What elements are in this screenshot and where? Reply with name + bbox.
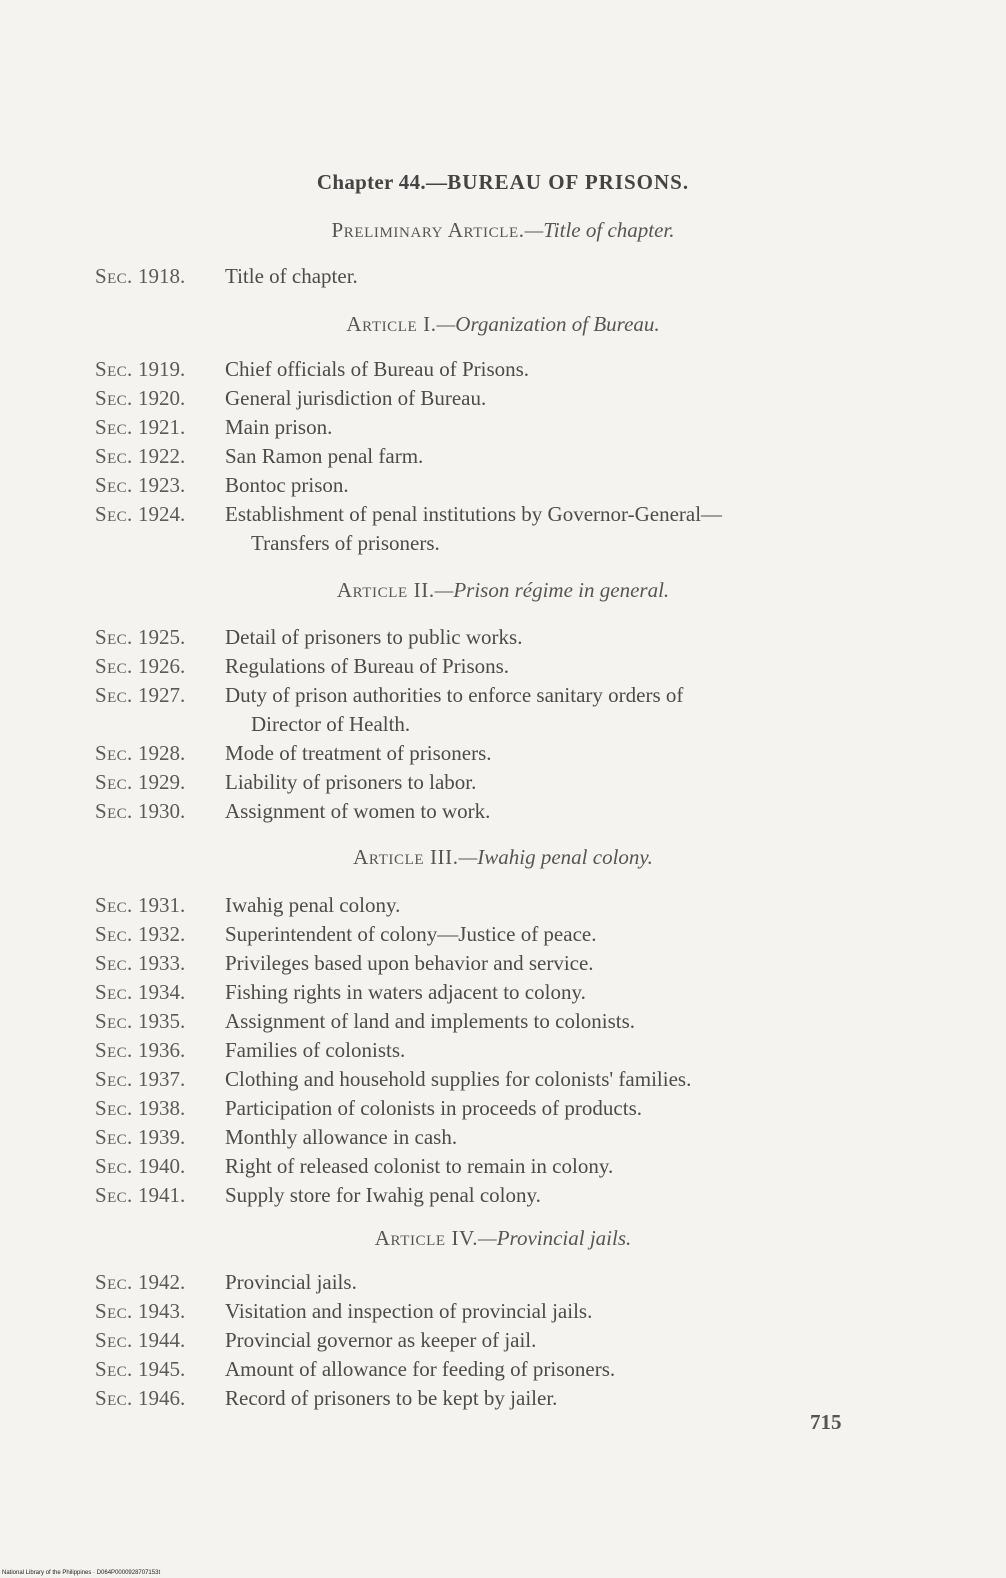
sec-label: Sec.: [95, 473, 133, 497]
section-entry: [95, 355, 935, 384]
article-kind: Article I.: [346, 312, 437, 336]
article-subject: —Title of chapter.: [524, 218, 675, 242]
sec-label: Sec.: [95, 1154, 133, 1178]
sec-label: Sec.: [95, 922, 133, 946]
sec-label: Sec.: [95, 264, 133, 288]
section-title-continuation: Transfers of prisoners.: [251, 531, 440, 555]
page-number: 715: [810, 1410, 842, 1434]
section-number: 1940.: [137, 1154, 186, 1178]
section-entry: [95, 262, 935, 291]
section-entry: [95, 949, 935, 978]
chapter-prefix: Chapter 44.—: [316, 170, 448, 194]
section-title: Record of prisoners to be kept by jailer.: [225, 1386, 558, 1410]
footer-credit: National Library of the Philippines · D064P0000928707153t: [2, 1570, 161, 1576]
section-number: 1921.: [137, 415, 186, 439]
section-number: 1928.: [137, 741, 186, 765]
sec-label: Sec.: [95, 770, 133, 794]
section-entry: [95, 891, 935, 920]
section-number: 1938.: [137, 1096, 186, 1120]
section-title: Iwahig penal colony.: [225, 893, 401, 917]
section-list-article-1: [95, 355, 935, 558]
section-number: 1924.: [137, 502, 186, 526]
section-title: Mode of treatment of prisoners.: [225, 741, 492, 765]
section-title: Visitation and inspection of provincial jails.: [225, 1299, 593, 1323]
section-number: 1934.: [137, 980, 186, 1004]
sec-label: Sec.: [95, 502, 133, 526]
article-heading-2: [0, 578, 1006, 603]
sec-label: Sec.: [95, 1299, 133, 1323]
chapter-name: BUREAU OF PRISONS.: [447, 170, 690, 194]
section-list-article-2: [95, 623, 935, 826]
section-title-text: Duty of prison authorities to enforce sanitary orders of: [225, 683, 684, 707]
section-number: 1942.: [137, 1270, 186, 1294]
article-kind: Preliminary Article.: [331, 218, 525, 242]
section-number: 1918.: [137, 264, 186, 288]
section-title: Right of released colonist to remain in colony.: [225, 1154, 614, 1178]
section-number: 1923.: [137, 473, 186, 497]
section-number: 1926.: [137, 654, 186, 678]
section-entry: [95, 1268, 935, 1297]
section-title: Regulations of Bureau of Prisons.: [225, 654, 510, 678]
section-number: 1936.: [137, 1038, 186, 1062]
section-title: Supply store for Iwahig penal colony.: [225, 1183, 541, 1207]
section-number: 1933.: [137, 951, 186, 975]
section-number: 1919.: [137, 357, 186, 381]
sec-label: Sec.: [95, 683, 133, 707]
sec-label: Sec.: [95, 1038, 133, 1062]
article-kind: Article II.: [336, 578, 435, 602]
section-title: Superintendent of colony—Justice of peace.: [225, 922, 597, 946]
section-title: Assignment of land and implements to colonists.: [225, 1009, 636, 1033]
section-title: San Ramon penal farm.: [225, 444, 424, 468]
section-title: Provincial governor as keeper of jail.: [225, 1328, 537, 1352]
section-entry: [95, 1123, 935, 1152]
sec-label: Sec.: [95, 1009, 133, 1033]
section-title: [225, 681, 935, 739]
sec-label: Sec.: [95, 1183, 133, 1207]
section-entry: [95, 413, 935, 442]
section-number: 1945.: [137, 1357, 186, 1381]
section-number: 1920.: [137, 386, 186, 410]
section-number: 1922.: [137, 444, 186, 468]
sec-label: Sec.: [95, 741, 133, 765]
section-entry: [95, 1152, 935, 1181]
section-number: 1941.: [137, 1183, 186, 1207]
section-entry: [95, 739, 935, 768]
section-title: Detail of prisoners to public works.: [225, 625, 523, 649]
article-kind: Article IV.: [374, 1226, 479, 1250]
sec-label: Sec.: [95, 1096, 133, 1120]
section-entry: [95, 1007, 935, 1036]
section-title-text: Establishment of penal institutions by Governor-General—: [225, 502, 723, 526]
section-entry: [95, 623, 935, 652]
section-number: 1939.: [137, 1125, 186, 1149]
sec-label: Sec.: [95, 444, 133, 468]
article-heading-3: [0, 845, 1006, 870]
section-entry: [95, 1065, 935, 1094]
section-title: Fishing rights in waters adjacent to colony.: [225, 980, 586, 1004]
section-number: 1944.: [137, 1328, 186, 1352]
section-list-preliminary: [95, 262, 935, 291]
section-title: Monthly allowance in cash.: [225, 1125, 458, 1149]
sec-label: Sec.: [95, 386, 133, 410]
section-number: 1925.: [137, 625, 186, 649]
section-title: Privileges based upon behavior and service.: [225, 951, 594, 975]
sec-label: Sec.: [95, 1270, 133, 1294]
section-title: Clothing and household supplies for colonists' families.: [225, 1067, 692, 1091]
sec-label: Sec.: [95, 799, 133, 823]
section-title: Families of colonists.: [225, 1038, 406, 1062]
section-entry: [95, 384, 935, 413]
sec-label: Sec.: [95, 951, 133, 975]
article-heading-preliminary: [0, 218, 1006, 243]
article-kind: Article III.: [353, 845, 459, 869]
section-list-article-3: [95, 891, 935, 1210]
section-title: Bontoc prison.: [225, 473, 349, 497]
section-number: 1927.: [137, 683, 186, 707]
section-title: Amount of allowance for feeding of prisoners.: [225, 1357, 616, 1381]
section-entry: [95, 471, 935, 500]
section-number: 1932.: [137, 922, 186, 946]
section-title: Assignment of women to work.: [225, 799, 491, 823]
section-entry: [95, 1384, 935, 1413]
section-number: 1946.: [137, 1386, 186, 1410]
section-number: 1930.: [137, 799, 186, 823]
section-entry: [95, 1094, 935, 1123]
sec-label: Sec.: [95, 1386, 133, 1410]
section-entry: [95, 1181, 935, 1210]
section-title: Liability of prisoners to labor.: [225, 770, 477, 794]
section-title: Main prison.: [225, 415, 333, 439]
section-entry: [95, 500, 935, 558]
sec-label: Sec.: [95, 357, 133, 381]
sec-label: Sec.: [95, 1125, 133, 1149]
sec-label: Sec.: [95, 1328, 133, 1352]
article-subject: —Organization of Bureau.: [436, 312, 660, 336]
article-subject: —Iwahig penal colony.: [458, 845, 653, 869]
article-heading-4: [0, 1226, 1006, 1251]
section-title: Participation of colonists in proceeds of products.: [225, 1096, 642, 1120]
section-entry: [95, 1355, 935, 1384]
sec-label: Sec.: [95, 1357, 133, 1381]
section-number: 1943.: [137, 1299, 186, 1323]
section-entry: [95, 978, 935, 1007]
sec-label: Sec.: [95, 1067, 133, 1091]
section-entry: [95, 1297, 935, 1326]
section-entry: [95, 1036, 935, 1065]
section-title-continuation: Director of Health.: [251, 712, 411, 736]
section-entry: [95, 768, 935, 797]
article-subject: —Prison régime in general.: [434, 578, 670, 602]
sec-label: Sec.: [95, 654, 133, 678]
section-number: 1935.: [137, 1009, 186, 1033]
section-entry: [95, 797, 935, 826]
section-number: 1929.: [137, 770, 186, 794]
section-number: 1931.: [137, 893, 186, 917]
sec-label: Sec.: [95, 415, 133, 439]
sec-label: Sec.: [95, 980, 133, 1004]
article-heading-1: [0, 312, 1006, 337]
section-entry: [95, 652, 935, 681]
sec-label: Sec.: [95, 625, 133, 649]
section-title: [225, 500, 935, 558]
section-title: Provincial jails.: [225, 1270, 357, 1294]
chapter-title: [0, 170, 1006, 195]
section-entry: [95, 681, 935, 739]
section-title: Title of chapter.: [225, 264, 358, 288]
section-title: General jurisdiction of Bureau.: [225, 386, 487, 410]
section-entry: [95, 920, 935, 949]
sec-label: Sec.: [95, 893, 133, 917]
section-entry: [95, 442, 935, 471]
section-entry: [95, 1326, 935, 1355]
section-title: Chief officials of Bureau of Prisons.: [225, 357, 530, 381]
section-number: 1937.: [137, 1067, 186, 1091]
section-list-article-4: [95, 1268, 935, 1413]
article-subject: —Provincial jails.: [478, 1226, 632, 1250]
